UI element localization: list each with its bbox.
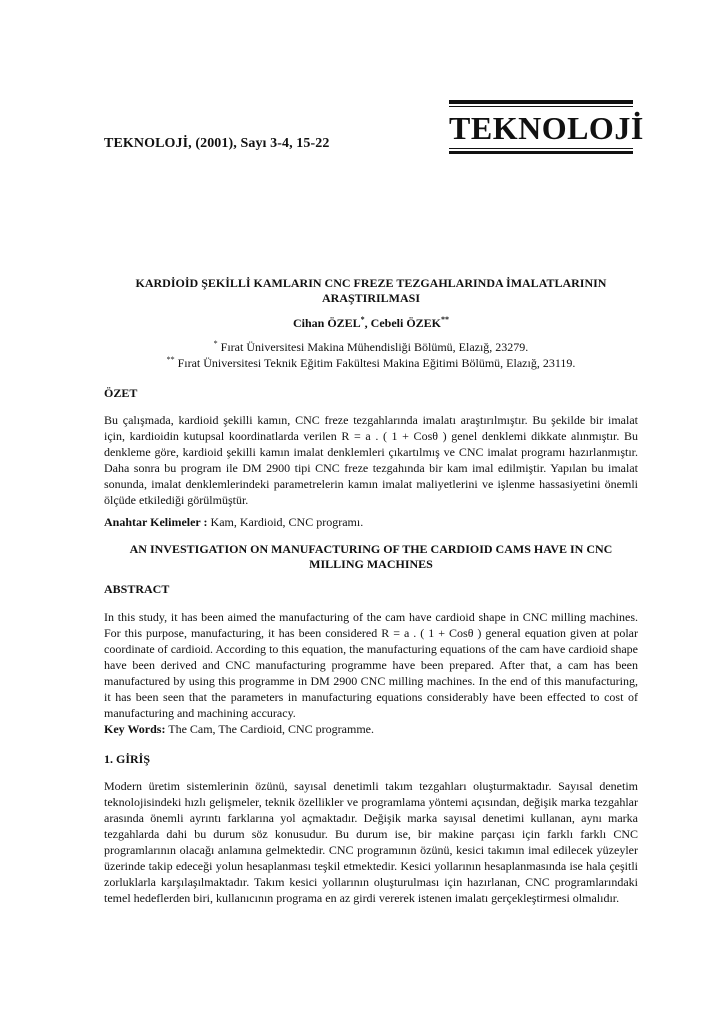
journal-citation: TEKNOLOJİ, (2001), Sayı 3-4, 15-22 bbox=[104, 136, 330, 151]
logo-text: TEKNOLOJİ bbox=[449, 110, 644, 146]
paper-title-turkish: KARDİOİD ŞEKİLLİ KAMLARIN CNC FREZE TEZGAHLARINDA İMALATLARININ ARAŞTIRILMASI bbox=[135, 276, 607, 305]
ozet-body: Bu çalışmada, kardioid şekilli kamın, CNC freze tezgahlarında imalatı araştırılmıştır. Bu şekilde bir imalat için, kardioidin kutupsal koordinatlarda verilen R = a . ( 1 + Cosθ ) genel denklemi dikkate alınmıştır. Bu denkleme göre, kardioid şekilli kamın imalat denklemleri çıkartılmış ve CNC imalat programı hazırlanmıştır. Daha sonra bu program ile DM 2900 tipi CNC freze tezgahında bir kam imal edilmiştir. Yapılan bu imalat sonunda, imalat denklemlerindeki parametrelerin kamın imalat maliyetlerini ve işlenme hassasiyetini önemli ölçüde etkilediği görülmüştür. bbox=[104, 413, 638, 507]
paper-title-english: AN INVESTIGATION ON MANUFACTURING OF THE CARDIOID CAMS HAVE IN CNC MILLING MACHINES bbox=[129, 542, 613, 571]
logo-bottom-rule bbox=[449, 151, 633, 154]
logo-top-rule bbox=[449, 100, 633, 104]
ozet-keywords-label: Anahtar Kelimeler : bbox=[104, 515, 208, 529]
author-1-mark: * bbox=[360, 315, 365, 324]
abstract-body: In this study, it has been aimed the manufacturing of the cam have cardioid shape in CNC milling machines. For this purpose, manufacturing, it has been considered R = a . ( 1 + Cosθ ) general equation given at polar coordinate of cardioid. According to this equation, the manufacturing equations of the cam have cardioid shape have been derived and CNC manufacturing programme have been prepared. After that, a cam has been manufactured by using this programme in DM 2900 CNC milling machines. In the end of this manufacturing, it has been seen that the parameters in manufacturing equations considerably have been effected to cost of manufacturing and machining accuracy. bbox=[104, 610, 638, 720]
abstract-keywords-text: The Cam, The Cardioid, CNC programme. bbox=[165, 722, 374, 736]
journal-logo bbox=[449, 100, 644, 154]
section-1-heading: 1. GİRİŞ bbox=[104, 752, 151, 766]
ozet-heading: ÖZET bbox=[104, 386, 138, 400]
affiliation-1 bbox=[104, 340, 638, 355]
affiliation-2-text: Fırat Üniversitesi Teknik Eğitim Fakültesi Makina Eğitimi Bölümü, Elazığ, 23119. bbox=[174, 356, 576, 370]
author-separator: , bbox=[364, 316, 371, 330]
abstract-keywords-label: Key Words: bbox=[104, 722, 166, 736]
abstract-heading: ABSTRACT bbox=[104, 582, 170, 596]
ozet-keywords-text: Kam, Kardioid, CNC programı. bbox=[207, 515, 364, 529]
author-1: Cihan ÖZEL bbox=[292, 316, 361, 330]
logo-top-thin-rule bbox=[449, 106, 633, 107]
authors-line bbox=[104, 316, 638, 331]
affiliation-2 bbox=[104, 356, 638, 371]
affiliation-2-mark: ** bbox=[166, 355, 175, 364]
ozet-keywords bbox=[104, 514, 638, 530]
author-2: Cebeli ÖZEK bbox=[370, 316, 442, 330]
affiliation-1-text: Fırat Üniversitesi Makina Mühendisliği Bölümü, Elazığ, 23279. bbox=[217, 340, 529, 354]
author-2-mark: ** bbox=[441, 315, 450, 324]
section-1-body: Modern üretim sistemlerinin özünü, sayısal denetimli takım tezgahları oluşturmaktadır. Sayısal denetim teknolojisindeki hızlı gelişmeler, teknik özellikler ve programlama yöntemi açısından, değişik marka tezgahlar arasında önemli ayrıntı farklarına yol açmaktadır. Değişik marka sayısal denetimi kullanan, aynı marka tezgahlarda dahi bu durum söz konusudur. Bu durum ise, bir makine parçası için farklı farklı CNC programlarının olacağı anlamına gelmektedir. CNC programının özünü, kesici takımın imal edilecek yüzeyler üzerinde takip edeceği yolun hesaplanması teşkil etmektedir. Kesici yollarının hesaplanmasında ise hala çeşitli zorluklarla karşılaşılmaktadır. Takım kesici yollarının oluşturulması için hazırlanan, CNC programlarındaki temel hedeflerden biri, kullanıcının programa en az girdi vererek istenen imalatı gerçekleştirmesi olmalıdır. bbox=[104, 779, 638, 905]
affiliation-1-mark: * bbox=[213, 339, 218, 348]
abstract-keywords bbox=[104, 721, 638, 737]
logo-bottom-thin-rule bbox=[449, 148, 633, 149]
